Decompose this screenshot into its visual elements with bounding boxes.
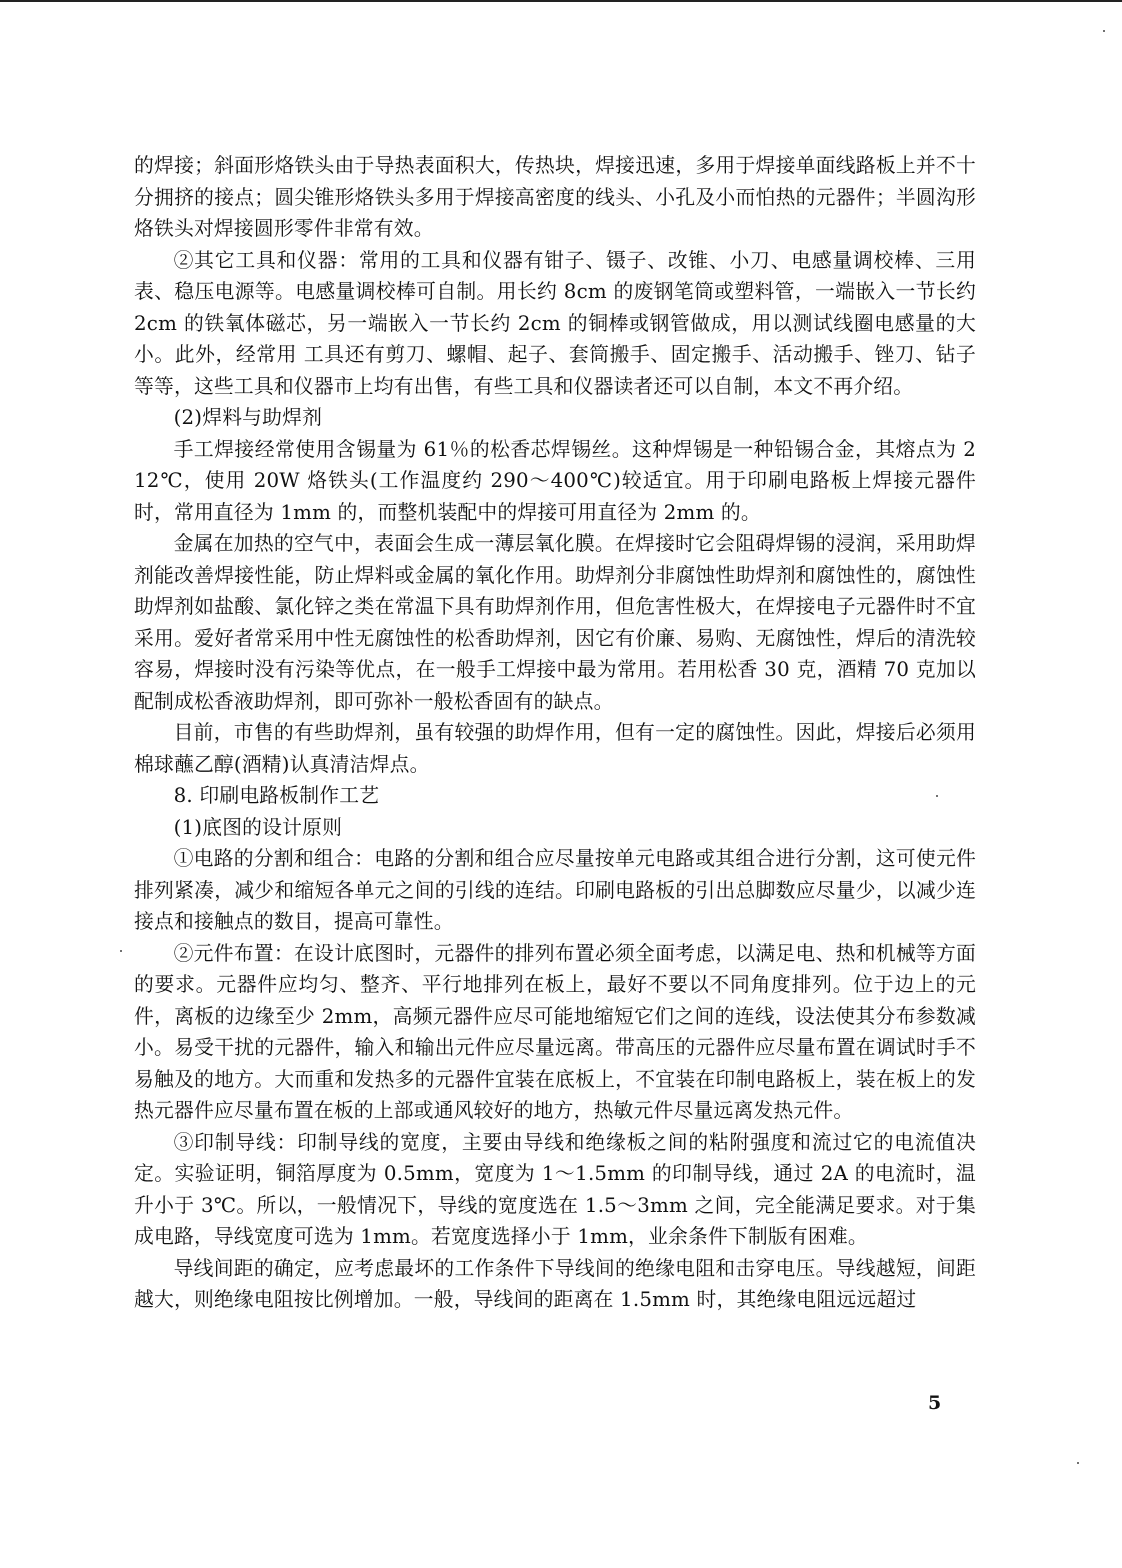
- paragraph-trace-spacing: 导线间距的确定，应考虑最坏的工作条件下导线间的绝缘电阻和击穿电压。导线越短，间距越大，则绝缘电阻按比例增加。一般，导线间的距离在 1.5mm 时，其绝缘电阻远远超过: [134, 1256, 976, 1311]
- body-text: [134, 150, 976, 1316]
- paragraph-component-layout: ②元件布置：在设计底图时，元器件的排列布置必须全面考虑，以满足电、热和机械等方面的要求。元器件应均匀、整齐、平行地排列在板上，最好不要以不同角度排列。位于边上的元件，离板的边缘至少 2mm，高频元器件应尽可能地缩短它们之间的连线，设法使其分布参数减小。易受干扰的元器件，输入和输出元件应尽量远离。带高压的元器件应尽量布置在调试时手不易触及的地方。大而重和发热多的元器件宜装在底板上，不宜装在印制电路板上，装在板上的发热元器件应尽量布置在板的上部或通风较好的地方，热敏元件尽量远离发热元件。: [134, 941, 976, 1122]
- paragraph-other-tools: ②其它工具和仪器：常用的工具和仪器有钳子、镊子、改锥、小刀、电感量调校棒、三用表、稳压电源等。电感量调校棒可自制。用长约 8cm 的废钢笔筒或塑料管，一端嵌入一节长约 2cm 的铁氧体磁芯，另一端嵌入一节长约 2cm 的铜棒或钢管做成，用以测试线圈电感量的大小。此外，经常用 工具还有剪刀、螺帽、起子、套筒搬手、固定搬手、活动搬手、锉刀、钻子等等，这些工具和仪器市上均有出售，有些工具和仪器读者还可以自制，本文不再介绍。: [134, 248, 976, 398]
- scan-speck: [1077, 1462, 1079, 1464]
- scan-speck: [1103, 30, 1105, 32]
- page-number: 5: [928, 1392, 942, 1414]
- section-heading-pcb-process: 8. 印刷电路板制作工艺: [173, 784, 380, 807]
- paragraph-flux-cleaning: 目前，市售的有些助焊剂，虽有较强的助焊作用，但有一定的腐蚀性。因此，焊接后必须用棉球蘸乙醇(酒精)认真清洁焊点。: [134, 721, 976, 776]
- paragraph-printed-traces: ③印制导线：印制导线的宽度，主要由导线和绝缘板之间的粘附强度和流过它的电流值决定。实验证明，铜箔厚度为 0.5mm，宽度为 1～1.5mm 的印制导线，通过 2A 的电流时，温升小于 3℃。所以，一般情况下，导线的宽度选在 1.5～3mm 之间，完全能满足要求。对于集成电路，导线宽度可选为 1mm。若宽度选择小于 1mm，业余条件下制版有困难。: [134, 1130, 976, 1248]
- paragraph-flux-types: 金属在加热的空气中，表面会生成一薄层氧化膜。在焊接时它会阻碍焊锡的浸润，采用助焊剂能改善焊接性能，防止焊料或金属的氧化作用。助焊剂分非腐蚀性助焊剂和腐蚀性的，腐蚀性助焊剂如盐酸、氯化锌之类在常温下具有助焊剂作用，但危害性极大，在焊接电子元器件时不宜采用。爱好者常采用中性无腐蚀性的松香助焊剂，因它有价廉、易购、无腐蚀性，焊后的清洗较容易，焊接时没有污染等优点，在一般手工焊接中最为常用。若用松香 30 克，酒精 70 克加以配制成松香液助焊剂，即可弥补一般松香固有的缺点。: [134, 532, 976, 713]
- scan-speck: [936, 795, 938, 797]
- paragraph-circuit-partition: ①电路的分割和组合：电路的分割和组合应尽量按单元电路或其组合进行分割，这可使元件排列紧凑，减少和缩短各单元之间的引线的连结。印刷电路板的引出总脚数应尽量少，以减少连接点和接触点的数目，提高可靠性。: [134, 847, 976, 933]
- paragraph-soldering-tips-continued: 的焊接；斜面形烙铁头由于导热表面积大，传热块，焊接迅速，多用于焊接单面线路板上并不十分拥挤的接点；圆尖锥形烙铁头多用于焊接高密度的线头、小孔及小而怕热的元器件；半圆沟形烙铁头对焊接圆形零件非常有效。: [134, 154, 976, 240]
- scan-speck: [120, 950, 122, 952]
- top-border-rule: [0, 0, 1122, 2]
- paragraph-solder-wire: 手工焊接经常使用含锡量为 61％的松香芯焊锡丝。这种焊锡是一种铅锡合金，其熔点为 212℃，使用 20W 烙铁头(工作温度约 290～400℃)较适宜。用于印刷电路板上焊接元器件时，常用直径为 1mm 的，而整机装配中的焊接可用直径为 2mm 的。: [134, 437, 976, 524]
- section-heading-design-principles: (1)底图的设计原则: [173, 815, 343, 839]
- section-heading-solder-flux: (2)焊料与助焊剂: [173, 406, 323, 429]
